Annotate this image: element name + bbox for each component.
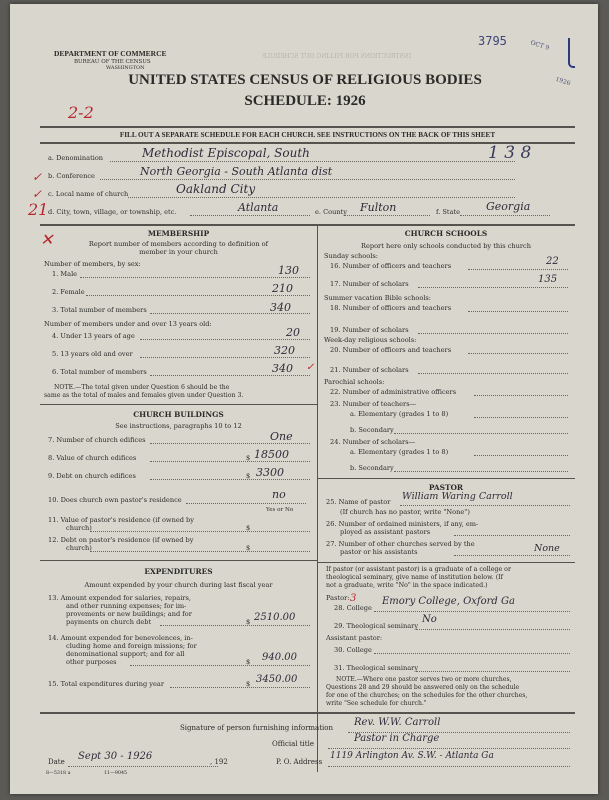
conference-label: b. Conference — [48, 172, 95, 180]
page-subtitle: SCHEDULE: 1926 — [244, 93, 366, 109]
by-sex-label: Number of members, by sex: — [44, 260, 141, 268]
weekday-label: Week-day religious schools: — [324, 336, 417, 344]
q23a-label: a. Elementary (grades 1 to 8) — [350, 410, 449, 418]
county-field[interactable]: Fulton — [360, 201, 397, 214]
q13-value[interactable]: 2510.00 — [254, 612, 296, 623]
q16-label: 16. Number of officers and teachers — [330, 262, 452, 270]
membership-intro: Report number of members according to definition of — [88, 240, 269, 248]
q7-value[interactable]: One — [270, 430, 293, 443]
pastor-note: for one of the churches; on the schedules for the other churches, — [326, 692, 528, 699]
dollar-sign: $ — [246, 524, 251, 532]
q16-value[interactable]: 22 — [546, 256, 559, 267]
q14-label: denominational support; and for all — [66, 650, 185, 658]
red-margin-mark: 21 — [28, 200, 49, 219]
q14-value[interactable]: 940.00 — [262, 652, 297, 663]
sunday-label: Sunday schools: — [324, 252, 378, 260]
stamp-year: 1926 — [554, 75, 572, 88]
official-title-label: Official title — [272, 740, 314, 748]
q3-label: 3. Total number of members — [52, 306, 147, 314]
q26-label: 26. Number of ordained ministers, if any, em- — [326, 520, 479, 528]
signature-label: Signature of person furnishing information — [180, 724, 334, 732]
address-field[interactable]: 1119 Arlington Av. S.W. - Atlanta Ga — [330, 751, 494, 761]
local-name-label: c. Local name of church — [48, 190, 129, 198]
bureau-label: BUREAU OF THE CENSUS — [74, 59, 151, 65]
q5-label: 5. 13 years old and over — [52, 350, 133, 358]
form-number: 11—9045 — [104, 771, 128, 776]
show-through-text: INSTRUCTIONS FOR FILLING OUT SCHEDULE — [262, 53, 412, 60]
dollar-sign: $ — [246, 472, 251, 480]
q10-value[interactable]: no — [272, 488, 286, 501]
pastor-note: Questions 28 and 29 should be answered only on the schedule — [326, 684, 520, 691]
dollar-sign: $ — [246, 618, 251, 626]
q13-label: 13. Amount expended for salaries, repairs, — [48, 594, 191, 602]
q14-label: 14. Amount expended for benevolences, in- — [48, 634, 193, 642]
q27-label: 27. Number of other churches served by the — [326, 540, 475, 548]
q17-label: 17. Number of scholars — [330, 280, 409, 288]
blue-check-mark — [568, 38, 575, 68]
dollar-sign: $ — [246, 658, 251, 666]
q3-value[interactable]: 340 — [270, 301, 291, 314]
buildings-heading: CHURCH BUILDINGS — [133, 410, 224, 419]
q13-label: and other running expenses; for im- — [66, 602, 187, 610]
pastor-label: Pastor: — [326, 594, 350, 602]
q11-label: church) — [66, 524, 92, 532]
schools-sub: Report here only schools conducted by this church — [361, 242, 531, 250]
parochial-label: Parochial schools: — [324, 378, 385, 386]
q25-hint: (If church has no pastor, write "None") — [340, 508, 470, 516]
red-code-mark: 2-2 — [68, 103, 94, 122]
date-suffix: , 192 — [210, 758, 228, 766]
q1-value[interactable]: 130 — [278, 264, 299, 277]
denomination-label: a. Denomination — [48, 154, 104, 162]
q12-label: church) — [66, 544, 92, 552]
q20-label: 20. Number of officers and teachers — [330, 346, 452, 354]
q30-label: 30. College — [334, 646, 372, 654]
q1-label: 1. Male — [52, 270, 78, 278]
q5-value[interactable]: 320 — [274, 344, 295, 357]
q6-value[interactable]: 340 — [272, 362, 293, 375]
q2-label: 2. Female — [52, 288, 85, 296]
expenditures-heading: EXPENDITURES — [144, 567, 213, 576]
buildings-sub: See instructions, paragraphs 10 to 12 — [115, 422, 242, 430]
q12-label: 12. Debt on pastor's residence (if owned by — [48, 536, 194, 544]
pastor-name-field[interactable]: William Waring Carroll — [402, 491, 513, 502]
dollar-sign: $ — [246, 544, 251, 552]
college-field[interactable]: Emory College, Oxford Ga — [382, 596, 515, 607]
department-label: DEPARTMENT OF COMMERCE — [54, 49, 167, 58]
q27-value[interactable]: None — [534, 543, 560, 554]
membership-intro: member in your church — [139, 248, 218, 256]
q28-label: 28. College — [334, 604, 372, 612]
city-label: WASHINGTON — [106, 65, 145, 71]
red-number-mark: 3 — [350, 593, 357, 604]
denomination-code: 1 3 8 — [488, 143, 532, 163]
pastor-note: NOTE.—Where one pastor serves two or more churches, — [336, 676, 512, 683]
age-intro-label: Number of members under and over 13 years old: — [44, 320, 212, 328]
instruction-banner: FILL OUT A SEPARATE SCHEDULE FOR EACH CHURCH. SEE INSTRUCTIONS ON THE BACK OF THIS SHEET — [119, 131, 496, 139]
vacation-label: Summer vacation Bible schools: — [324, 294, 432, 302]
q23-label: 23. Number of teachers— — [330, 400, 417, 408]
q7-label: 7. Number of church edifices — [48, 436, 146, 444]
state-label: f. State — [436, 208, 461, 216]
graduate-note: not a graduate, write "No" in the space indicated.) — [326, 582, 488, 589]
q9-value[interactable]: 3300 — [256, 466, 284, 479]
membership-note: same as the total of males and females given under Question 3. — [44, 392, 244, 399]
q24a-label: a. Elementary (grades 1 to 8) — [350, 448, 449, 456]
page-title: UNITED STATES CENSUS OF RELIGIOUS BODIES — [128, 72, 482, 88]
q15-label: 15. Total expenditures during year — [48, 680, 164, 688]
q6-label: 6. Total number of members — [52, 368, 147, 376]
official-title-field[interactable]: Pastor in Charge — [354, 733, 440, 744]
q27-label: pastor or his assistants — [340, 548, 418, 556]
q19-label: 19. Number of scholars — [330, 326, 409, 334]
q22-label: 22. Number of administrative officers — [330, 388, 457, 396]
conference-field[interactable]: North Georgia - South Atlanta dist — [140, 165, 333, 178]
denomination-field[interactable]: Methodist Episcopal, South — [142, 146, 310, 160]
signature-field[interactable]: Rev. W.W. Carroll — [354, 717, 441, 728]
date-field[interactable]: Sept 30 - 1926 — [78, 751, 153, 762]
q8-value[interactable]: 18500 — [254, 448, 289, 461]
graduate-note: If pastor (or assistant pastor) is a graduate of a college or — [326, 566, 511, 573]
form-number: 8—5318 a — [46, 771, 71, 776]
city-field[interactable]: Atlanta — [238, 201, 279, 214]
q24b-label: b. Secondary — [350, 464, 394, 472]
q13-label: payments on church debt — [66, 618, 152, 626]
q11-label: 11. Value of pastor's residence (if owned by — [48, 516, 194, 524]
q4-label: 4. Under 13 years of age — [52, 332, 135, 340]
q29-label: 29. Theological seminary — [334, 622, 419, 630]
red-check-mark: ✓ — [32, 170, 43, 184]
q2-value[interactable]: 210 — [272, 282, 293, 295]
q21-label: 21. Number of scholars — [330, 366, 409, 374]
q24-label: 24. Number of scholars— — [330, 438, 416, 446]
red-cross-mark: ✕ — [40, 230, 54, 249]
pastor-note: write "See schedule for church." — [326, 700, 427, 707]
q31-label: 31. Theological seminary — [334, 664, 419, 672]
red-check-mark: ✓ — [32, 187, 43, 201]
dollar-sign: $ — [246, 454, 251, 462]
red-check-mark: ✓ — [306, 362, 315, 373]
pastor-heading: PASTOR — [428, 483, 464, 492]
dollar-sign: $ — [246, 680, 251, 688]
q13-label: provements or new buildings; and for — [66, 610, 192, 618]
seminary-field[interactable]: No — [422, 614, 437, 625]
q4-value[interactable]: 20 — [286, 326, 300, 339]
address-label: P. O. Address — [276, 758, 323, 766]
q9-label: 9. Debt on church edifices — [48, 472, 136, 480]
stamp-number: 3795 — [478, 34, 507, 48]
q8-label: 8. Value of church edifices — [48, 454, 137, 462]
expenditures-sub: Amount expended by your church during last fiscal year — [84, 581, 273, 589]
yes-no-hint: Yes or No — [266, 507, 294, 513]
stamp-date: OCT 9 — [529, 39, 551, 52]
q26-label: ployed as assistant pastors — [340, 528, 431, 536]
q25-label: 25. Name of pastor — [326, 498, 391, 506]
q17-value[interactable]: 135 — [538, 274, 558, 285]
q15-value[interactable]: 3450.00 — [256, 674, 298, 685]
date-label: Date — [48, 758, 65, 766]
local-name-field[interactable]: Oakland City — [176, 182, 256, 196]
q14-label: cluding home and foreign missions; for — [66, 642, 197, 650]
membership-note: NOTE.—The total given under Question 6 should be the — [54, 384, 230, 391]
county-label: e. County — [315, 208, 347, 216]
graduate-note: theological seminary, give name of institution below. (If — [326, 574, 504, 581]
q10-label: 10. Does church own pastor's residence — [48, 496, 182, 504]
q14-label: other purposes — [66, 658, 117, 666]
membership-heading: MEMBERSHIP — [147, 229, 210, 238]
census-schedule-sheet — [10, 4, 598, 794]
q23b-label: b. Secondary — [350, 426, 394, 434]
schools-heading: CHURCH SCHOOLS — [404, 229, 488, 238]
assistant-pastor-label: Assistant pastor: — [326, 634, 383, 642]
state-field[interactable]: Georgia — [486, 200, 531, 213]
q18-label: 18. Number of officers and teachers — [330, 304, 452, 312]
city-label-field: d. City, town, village, or township, etc. — [48, 208, 177, 216]
